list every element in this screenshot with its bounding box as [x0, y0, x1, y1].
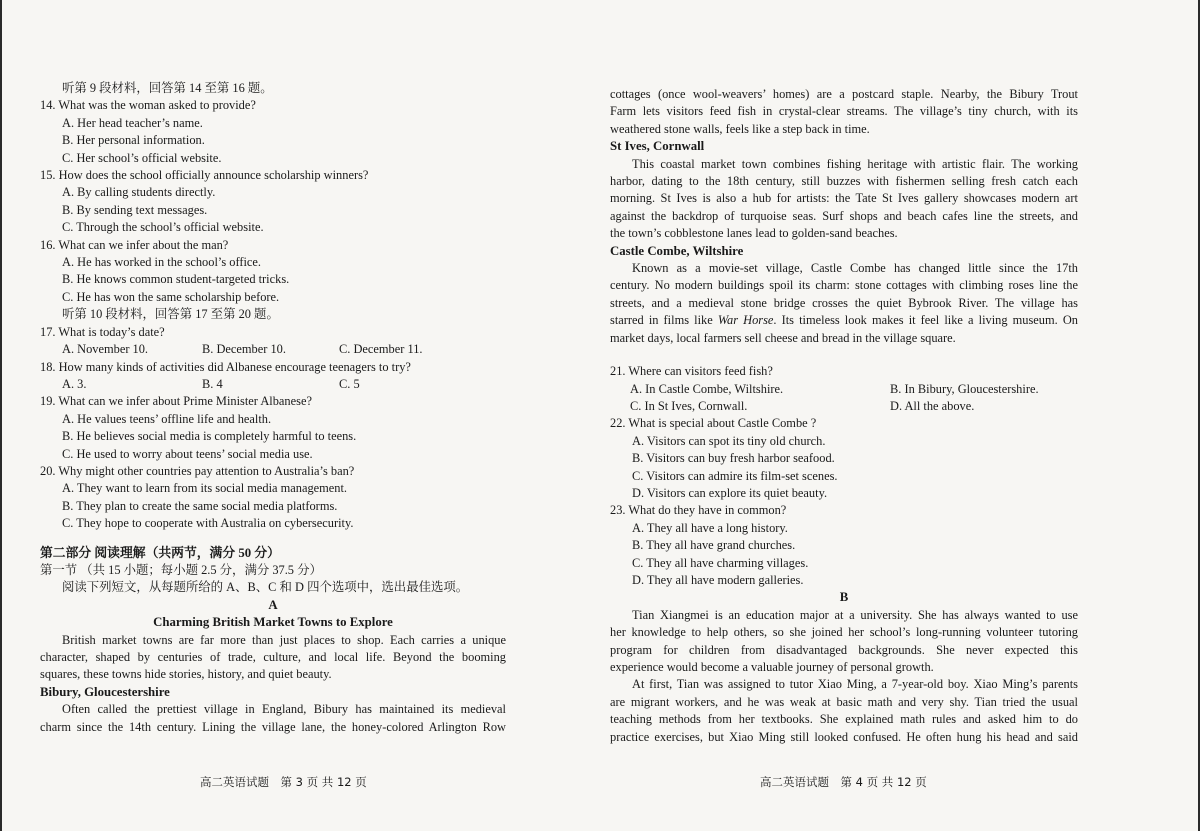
section-heading-bibury: Bibury, Gloucestershire [40, 684, 170, 699]
passage-line: Known as a movie-set village, Castle Combe has changed little since the 17th [632, 261, 1078, 276]
passage-line: against the backdrop of turquoise seas. Surf shops and beach cafes line the streets, and [610, 208, 1078, 223]
question-15-option-b: B. By sending text messages. [62, 202, 208, 217]
section-instruction: 听第 9 段材料，回答第 14 至第 16 题。 [62, 81, 273, 95]
part-two-section-one: 第一节 （共 15 小题；每小题 2.5 分，满分 37.5 分） [40, 562, 322, 577]
question-23-option-a: A. They all have a long history. [632, 520, 788, 535]
question-21-options-row2 [610, 398, 1078, 415]
right-page [610, 86, 1078, 746]
question-19-option-c: C. He used to worry about teens’ social media use. [62, 446, 313, 461]
question-22-option-d: D. Visitors can explore its quiet beauty. [632, 485, 828, 500]
section-instruction: 听第 10 段材料，回答第 17 至第 20 题。 [62, 307, 279, 322]
question-15-option-c: C. Through the school’s official website. [62, 220, 264, 235]
question-18-options [40, 376, 506, 393]
passage-line: practice exercises, but Xiao Ming still looked confused. He often hung his head and said [610, 729, 1078, 744]
question-16-stem: 16. What can we infer about the man? [40, 237, 229, 252]
question-23-stem: 23. What do they have in common? [610, 503, 787, 518]
passage-a-title: Charming British Market Towns to Explore [153, 615, 393, 630]
scan-edge-left [0, 0, 2, 831]
question-15-option-a: A. By calling students directly. [62, 185, 216, 200]
passage-a-letter: A [268, 597, 278, 612]
question-16-option-a: A. He has worked in the school’s office. [62, 255, 262, 270]
question-20-option-a: A. They want to learn from its social media management. [62, 481, 348, 496]
question-14-option-b: B. Her personal information. [62, 133, 205, 148]
question-21-option-c: C. In St Ives, Cornwall. [630, 398, 748, 413]
question-21-options-row1 [610, 381, 1078, 398]
question-22-option-a: A. Visitors can spot its tiny old church. [632, 433, 826, 448]
question-21-option-a: A. In Castle Combe, Wiltshire. [630, 381, 784, 396]
passage-b-letter: B [839, 590, 849, 605]
question-14-option-c: C. Her school’s official website. [62, 150, 222, 165]
passage-text: starred in films like [610, 313, 718, 328]
question-21-option-b: B. In Bibury, Gloucestershire. [890, 381, 1039, 396]
passage-line: squares, these towns hide stories, history, and quiet beauty. [40, 667, 332, 682]
left-page [40, 80, 506, 736]
passage-line: morning. St Ives is also a hub for artists: the Tate St Ives gallery showcases modern art [610, 191, 1078, 206]
passage-line: streets, and a medieval stone bridge crosses the quiet Bybrook River. The village has [610, 295, 1078, 310]
question-23-option-b: B. They all have grand churches. [632, 538, 796, 553]
question-20-stem: 20. Why might other countries pay attention to Australia’s ban? [40, 463, 355, 478]
page-footer-left: 高二英语试题 第 3 页 共 12 页 [200, 775, 367, 789]
question-16-option-c: C. He has won the same scholarship before. [62, 289, 280, 304]
passage-line: the town’s cobblestone lanes lead to golden-sand beaches. [610, 226, 898, 241]
question-21-option-d: D. All the above. [890, 398, 975, 413]
question-17-option-c: C. December 11. [339, 342, 423, 357]
question-23-option-d: D. They all have modern galleries. [632, 572, 804, 587]
question-21-stem: 21. Where can visitors feed fish? [610, 364, 773, 379]
passage-line: British market towns are far more than just places to shop. Each carries a unique [62, 632, 506, 647]
passage-line: Often called the prettiest village in England, Bibury has maintained its medieval [62, 702, 506, 717]
question-14-stem: 14. What was the woman asked to provide? [40, 98, 256, 113]
question-18-option-c: C. 5 [339, 376, 360, 391]
passage-text: . Its timeless look makes it feel like a living museum. On [773, 313, 1078, 328]
passage-line: program for children from disadvantaged backgrounds. She never expected this [610, 642, 1078, 657]
passage-line: market days, local farmers sell cheese and bread in the village square. [610, 330, 956, 345]
page-footer-right: 高二英语试题 第 4 页 共 12 页 [760, 775, 927, 789]
passage-line: cottages (once wool-weavers’ homes) are a postcard staple. Nearby, the Bibury Trout [610, 87, 1078, 101]
passage-line: charm since the 14th century. Lining the village lane, the honey-colored Arlington Row [40, 719, 506, 734]
film-title: War Horse [717, 313, 774, 328]
passage-line: century. No modern buildings spoil its charm: stone cottages with climbing roses line the [610, 278, 1078, 293]
passage-line: experience would become a valuable journey of personal growth. [610, 660, 934, 674]
question-22-option-b: B. Visitors can buy fresh harbor seafood. [632, 451, 835, 466]
question-14-option-a: A. Her head teacher’s name. [62, 115, 203, 130]
question-17-option-a: A. November 10. [62, 342, 149, 357]
question-19-option-b: B. He believes social media is completely harmful to teens. [62, 429, 357, 444]
question-17-stem: 17. What is today’s date? [40, 324, 165, 339]
question-17-option-b: B. December 10. [202, 342, 286, 357]
question-22-option-c: C. Visitors can admire its film-set scenes. [632, 468, 838, 483]
passage-line [610, 312, 1078, 329]
question-16-option-b: B. He knows common student-targeted tricks. [62, 272, 290, 287]
question-19-stem: 19. What can we infer about Prime Minister Albanese? [40, 394, 312, 409]
question-20-option-b: B. They plan to create the same social media platforms. [62, 498, 338, 513]
section-heading-castle-combe: Castle Combe, Wiltshire [610, 243, 744, 258]
passage-line: character, shaped by centuries of trade, culture, and local life. Beyond the booming [40, 650, 506, 664]
passage-line: This coastal market town combines fishing heritage with artistic flair. The working [632, 156, 1078, 171]
question-19-option-a: A. He values teens’ offline life and health. [62, 411, 272, 426]
question-18-option-a: A. 3. [62, 376, 87, 391]
question-23-option-c: C. They all have charming villages. [632, 555, 809, 570]
passage-line: weathered stone walls, feels like a step back in time. [610, 121, 870, 136]
passage-line: are migrant workers, and he was weak at basic math and very shy. Tian tried the usual [610, 694, 1078, 709]
question-18-stem: 18. How many kinds of activities did Albanese encourage teenagers to try? [40, 359, 411, 374]
question-22-stem: 22. What is special about Castle Combe ? [610, 416, 817, 431]
question-17-options [40, 341, 506, 358]
part-two-instruction: 阅读下列短文，从每题所给的 A、B、C 和 D 四个选项中，选出最佳选项。 [62, 580, 469, 595]
passage-line: At first, Tian was assigned to tutor Xiao Ming, a 7-year-old boy. Xiao Ming’s parents [632, 677, 1078, 692]
passage-line: harbor, dating to the 18th century, still buzzes with fishermen selling fresh catch each [610, 174, 1078, 189]
passage-line: teaching methods from her textbooks. She explained math rules and asked him to do [610, 712, 1078, 727]
question-20-option-c: C. They hope to cooperate with Australia on cybersecurity. [62, 516, 354, 531]
question-18-option-b: B. 4 [202, 376, 223, 391]
question-15-stem: 15. How does the school officially announce scholarship winners? [40, 168, 369, 183]
passage-line: Farm lets visitors feed fish in crystal-clear streams. The village’s tiny church, with its [610, 104, 1078, 119]
section-heading-st-ives: St Ives, Cornwall [610, 139, 705, 154]
passage-line: Tian Xiangmei is an education major at a university. She has always wanted to use [632, 607, 1078, 622]
part-two-title: 第二部分 阅读理解（共两节，满分 50 分） [40, 545, 280, 560]
passage-line: her knowledge to help others, so she joined her school’s long-running volunteer tutoring [610, 625, 1078, 640]
